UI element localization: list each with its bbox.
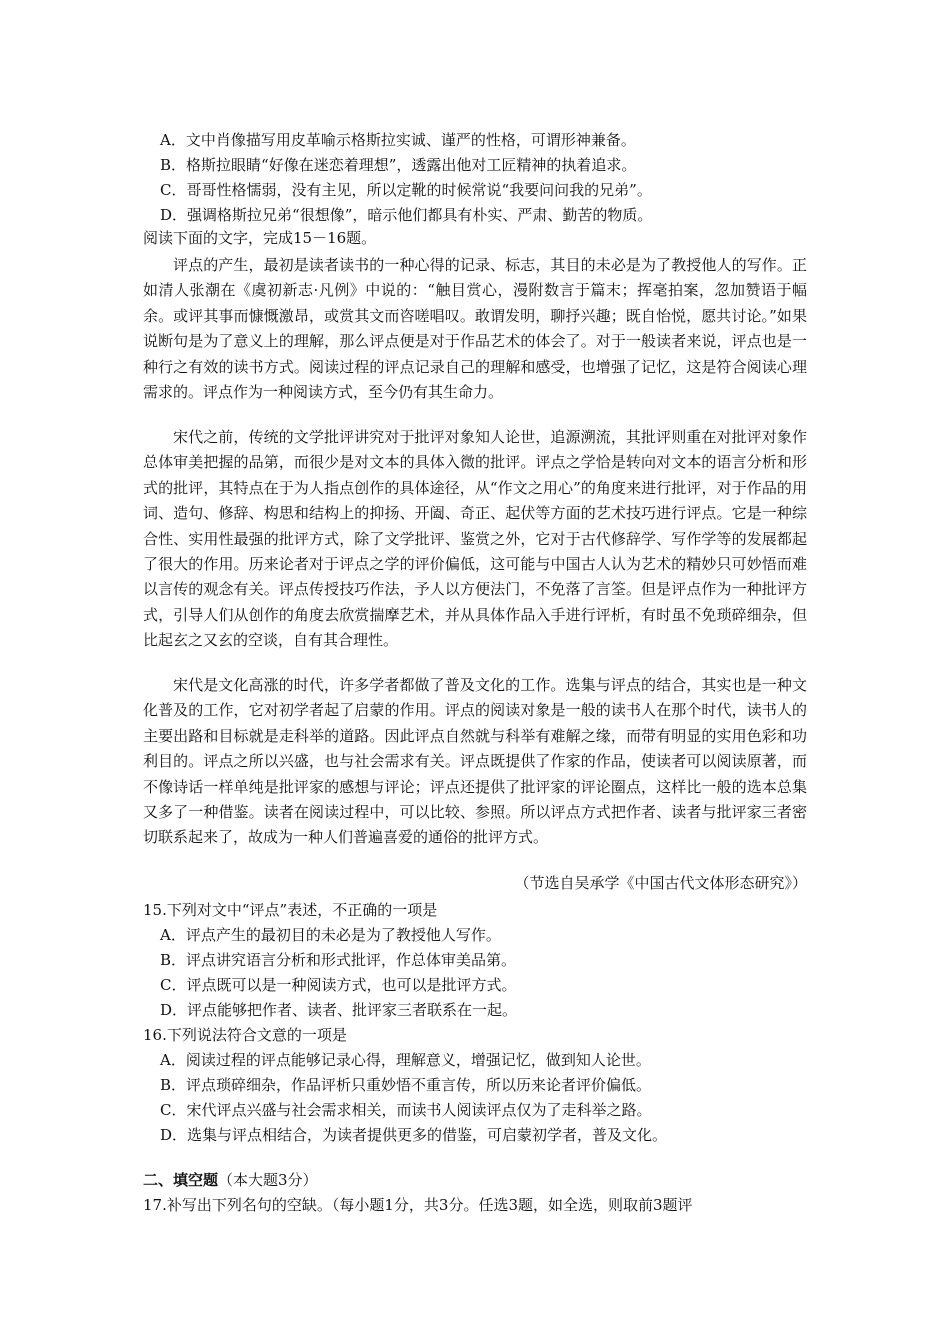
- q16-option-d: D．选集与评点相结合，为读者提供更多的借鉴，可启蒙初学者，普及文化。: [160, 1126, 668, 1144]
- q15-option-d: D．评点能够把作者、读者、批评家三者联系在一起。: [160, 1001, 518, 1019]
- q16-option-c: C．宋代评点兴盛与社会需求相关，而读书人阅读评点仅为了走科举之路。: [160, 1101, 652, 1119]
- q14-option-c: C．哥哥性格懦弱，没有主见，所以定靴的时候常说“我要问问我的兄弟”。: [160, 181, 652, 199]
- q17-stem: 17.补写出下列名句的空缺。（每小题1分，共3分。任选3题，如全选，则取前3题评: [143, 1196, 693, 1214]
- section-title: 二、填空题: [143, 1171, 219, 1189]
- reading-intro: 阅读下面的文字，完成15－16题。: [143, 229, 377, 247]
- passage-source: （节选自吴承学《中国古代文体形态研究》）: [514, 874, 807, 892]
- q14-option-d: D．强调格斯拉兄弟“很想像”，暗示他们都具有朴实、严肃、勤苦的物质。: [160, 206, 653, 224]
- passage-paragraph-2: 宋代之前，传统的文学批评讲究对于批评对象知人论世，追源溯流，其批评则重在对批评对象作总体审美把握的品第，而很少是对文本的具体入微的批评。评点之学恰是转向对文本的语言分析和形式的批评，其特点在于为人指点创作的具体途径，从“作文之用心”的角度来进行批评，对于作品的用词、造句、修辞、构思和结构上的抑扬、开阖、奇正、起伏等方面的艺术技巧进行评点。它是一种综合性、实用性最强的批评方式，除了文学批评、鉴赏之外，它对于古代修辞学、写作学等的发展都起了很大的作用。历来论者对于评点之学的评价偏低，这可能与中国古人认为艺术的精妙只可妙悟而难以言传的观念有关。评点传授技巧作法，予人以方便法门，不免落了言筌。但是评点作为一种批评方式，引导人们从创作的角度去欣赏揣摩艺术，并从具体作品入手进行评析，有时虽不免琐碎细杂，但比起玄之又玄的空谈，自有其合理性。: [143, 428, 807, 650]
- q14-option-a: A．文中肖像描写用皮革喻示格斯拉实诚、谨严的性格，可谓形神兼备。: [160, 131, 636, 149]
- q16-stem: 16.下列说法符合文意的一项是: [143, 1026, 347, 1044]
- q15-stem: 15.下列对文中“评点”表述，不正确的一项是: [143, 901, 438, 919]
- q15-option-c: C．评点既可以是一种阅读方式，也可以是批评方式。: [160, 976, 517, 994]
- q14-option-b: B．格斯拉眼睛“好像在迷恋着理想”，透露出他对工匠精神的执着追求。: [160, 156, 637, 174]
- q15-option-b: B．评点讲究语言分析和形式批评，作总体审美品第。: [160, 951, 517, 969]
- q16-option-a: A．阅读过程的评点能够记录心得，理解意义，增强记忆，做到知人论世。: [160, 1051, 651, 1069]
- passage-paragraph-1: 评点的产生，最初是读者读书的一种心得的记录、标志，其目的未必是为了教授他人的写作。正如清人张潮在《虞初新志·凡例》中说的：“触目赏心，漫附数言于篇末；挥毫拍案，忽加赞语于幅余。或评其事而慷慨激昂，或赏其文而咨嗟唱叹。敢谓发明，聊抒兴趣；既自怡悦，愿共讨论。”如果说断句是为了意义上的理解，那么评点便是对于作品艺术的体会了。对于一般读者来说，评点也是一种行之有效的读书方式。阅读过程的评点记录自己的理解和感受，也增强了记忆，这是符合阅读心理需求的。评点作为一种阅读方式，至今仍有其生命力。: [143, 256, 807, 402]
- q15-option-a: A．评点产生的最初目的未必是为了教授他人写作。: [160, 926, 501, 944]
- section-note: （本大题3分）: [218, 1171, 318, 1189]
- passage-paragraph-3: 宋代是文化高涨的时代，许多学者都做了普及文化的工作。选集与评点的结合，其实也是一种文化普及的工作，它对初学者起了启蒙的作用。评点的阅读对象是一般的读书人在那个时代，读书人的主要出路和目标就是走科举的道路。因此评点自然就与科举有难解之缘，而带有明显的实用色彩和功利目的。评点之所以兴盛，也与社会需求有关。评点既提供了作家的作品，使读者可以阅读原著，而不像诗话一样单纯是批评家的感想与评论；评点还提供了批评家的评论圈点，这样比一般的选本总集又多了一种借鉴。读者在阅读过程中，可以比较、参照。所以评点方式把作者、读者与批评家三者密切联系起来了，故成为一种人们普遍喜爱的通俗的批评方式。: [143, 676, 807, 847]
- section-heading: [143, 1168, 807, 1193]
- q16-option-b: B．评点琐碎细杂，作品评析只重妙悟不重言传，所以历来论者评价偏低。: [160, 1076, 652, 1094]
